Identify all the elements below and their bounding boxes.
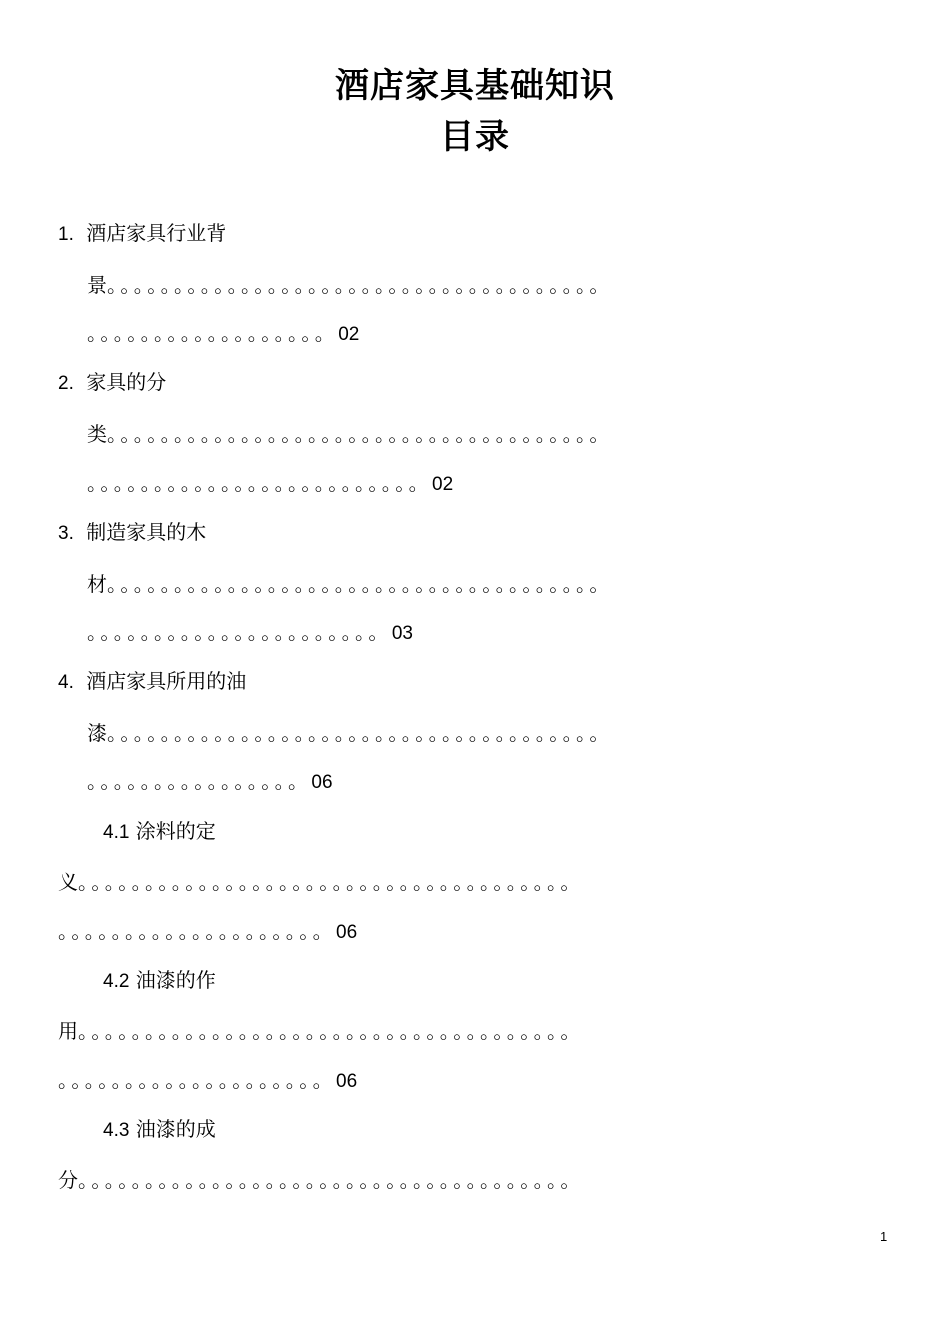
toc-leader-dots: 。。。。。。。。。。。。。。。。。。 [87, 321, 339, 345]
toc-subentry-label: 油漆的成 [135, 1117, 216, 1141]
toc-page-number: 02 [432, 474, 454, 495]
toc-entry-label: 酒店家具行业背 [86, 221, 227, 245]
toc-entry-label-continued: 景 [87, 273, 107, 297]
toc-subentry-number: 4.3 [103, 1120, 130, 1141]
toc-subentry-4-3-leader[interactable] [58, 1167, 584, 1193]
toc-page-number: 06 [336, 1071, 358, 1092]
footer-page-number: 1 [880, 1229, 888, 1244]
toc-entry-number: 4. [58, 672, 74, 693]
toc-subentry-4-1-page-line[interactable] [58, 918, 357, 946]
toc-subentry-4-2-leader[interactable] [58, 1018, 584, 1044]
toc-subentry-4-2-title[interactable] [103, 967, 216, 995]
toc-page-number: 06 [336, 922, 358, 943]
toc-subentry-label: 油漆的作 [135, 968, 216, 992]
toc-subentry-label-continued: 分 [58, 1168, 78, 1192]
toc-leader-dots: 。。。。。。。。。。。。。。。。。。。。。。。。。。。。。。。。。。。。。 [78, 1168, 584, 1192]
toc-entry-3-title[interactable] [58, 519, 206, 547]
document-title: 酒店家具基础知识 [335, 66, 615, 106]
toc-entry-label: 制造家具的木 [86, 520, 207, 544]
toc-page-number: 02 [338, 324, 360, 345]
toc-entry-number: 3. [58, 523, 74, 544]
toc-subentry-4-3-title[interactable] [103, 1116, 216, 1144]
toc-leader-dots: 。。。。。。。。。。。。。。。。。。。。。。。。。。。。。。。。。。。。。 [107, 721, 613, 745]
toc-entry-label: 家具的分 [86, 370, 167, 394]
toc-entry-4-page-line[interactable] [87, 768, 333, 796]
toc-leader-dots: 。。。。。。。。。。。。。。。。。。。。。。。。。。。。。。。。。。。。。 [78, 1019, 584, 1043]
toc-subentry-label-continued: 义 [58, 870, 78, 894]
toc-entry-label-continued: 材 [87, 572, 107, 596]
toc-page-number: 03 [391, 623, 413, 644]
toc-entry-1-page-line[interactable] [87, 320, 359, 348]
toc-leader-dots: 。。。。。。。。。。。。。。。。。。。。 [58, 1068, 336, 1092]
toc-subentry-4-1-title[interactable] [103, 818, 216, 846]
toc-entry-3-leader[interactable] [87, 571, 613, 597]
toc-entry-label: 酒店家具所用的油 [86, 669, 247, 693]
toc-leader-dots: 。。。。。。。。。。。。。。。。。。。。。。。。。。。。。。。。。。。。。 [107, 572, 613, 596]
toc-entry-number: 2. [58, 373, 74, 394]
toc-entry-label-continued: 类 [87, 422, 107, 446]
toc-entry-4-title[interactable] [58, 668, 246, 696]
toc-leader-dots: 。。。。。。。。。。。。。。。。。。。。。。。。。。。。。。。。。。。。。 [78, 870, 584, 894]
toc-leader-dots: 。。。。。。。。。。。。。。。。。。。。。。。。。。。。。。。。。。。。。 [107, 422, 613, 446]
toc-leader-dots: 。。。。。。。。。。。。。。。。。。。。。。。。。 [87, 471, 432, 495]
toc-entry-1-leader[interactable] [87, 272, 613, 298]
toc-leader-dots: 。。。。。。。。。。。。。。。。。。。。。。 [87, 620, 392, 644]
toc-heading: 目录 [440, 117, 510, 157]
toc-entry-4-leader[interactable] [87, 720, 613, 746]
toc-entry-1-title[interactable] [58, 220, 226, 248]
toc-leader-dots: 。。。。。。。。。。。。。。。。。。。。 [58, 919, 336, 943]
toc-leader-dots: 。。。。。。。。。。。。。。。。 [87, 769, 312, 793]
toc-page-number: 06 [311, 772, 333, 793]
toc-entry-2-page-line[interactable] [87, 470, 453, 498]
toc-subentry-4-1-leader[interactable] [58, 869, 584, 895]
toc-subentry-label-continued: 用 [58, 1019, 78, 1043]
toc-entry-2-leader[interactable] [87, 421, 613, 447]
toc-subentry-number: 4.1 [103, 822, 130, 843]
toc-entry-number: 1. [58, 224, 74, 245]
toc-leader-dots: 。。。。。。。。。。。。。。。。。。。。。。。。。。。。。。。。。。。。。 [107, 273, 613, 297]
toc-entry-2-title[interactable] [58, 369, 166, 397]
toc-subentry-number: 4.2 [103, 971, 130, 992]
toc-subentry-4-2-page-line[interactable] [58, 1067, 357, 1095]
toc-entry-3-page-line[interactable] [87, 619, 413, 647]
toc-subentry-label: 涂料的定 [135, 819, 216, 843]
toc-entry-label-continued: 漆 [87, 721, 107, 745]
